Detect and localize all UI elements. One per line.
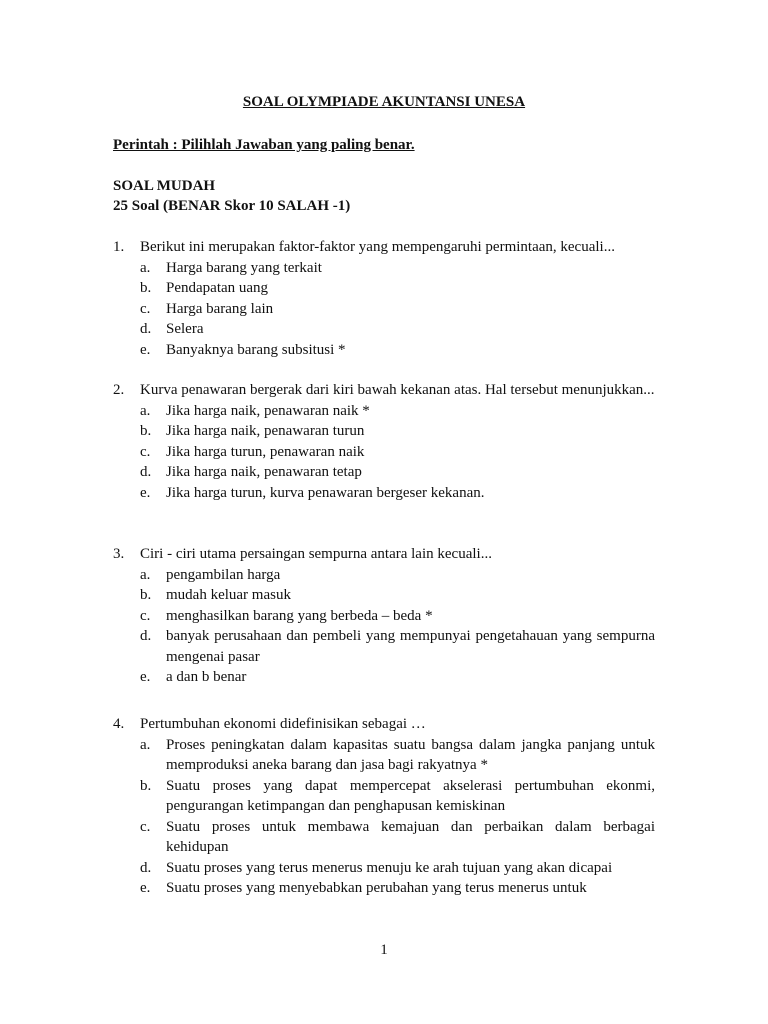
option-e: e. Suatu proses yang menyebabkan perubahan yang terus menerus untuk <box>140 880 587 896</box>
option-d: d. Suatu proses yang terus menerus menuju ke arah tujuan yang akan dicapai <box>140 859 613 876</box>
question-text: Pertumbuhan ekonomi didefinisikan sebagai … <box>140 716 426 732</box>
question-text: Berikut ini merupakan faktor-faktor yang mempengaruhi permintaan, kecuali... <box>140 239 615 255</box>
option-b: b. Jika harga naik, penawaran turun <box>140 423 365 439</box>
question-2 <box>113 380 655 503</box>
option-e: e. Banyaknya barang subsitusi * <box>140 341 346 358</box>
question-number: 3. <box>113 546 125 562</box>
instruction-text: Perintah : Pilihlah Jawaban yang paling benar. <box>113 137 415 153</box>
option-b: b. Suatu proses yang dapat mempercepat akselerasi pertumbuhan ekonmi, pengurangan ketimpangan dan penghapusan kemiskinan <box>140 777 655 814</box>
option-c: c. Suatu proses untuk membawa kemajuan dan perbaikan dalam berbagai kehidupan <box>140 818 655 855</box>
question-4 <box>113 714 655 899</box>
option-e: e. a dan b benar <box>140 669 247 685</box>
page-number: 1 <box>380 942 388 958</box>
question-text: Kurva penawaran bergerak dari kiri bawah kekanan atas. Hal tersebut menunjukkan... <box>140 382 655 398</box>
question-number: 2. <box>113 382 125 398</box>
scoring-info: 25 Soal (BENAR Skor 10 SALAH -1) <box>113 198 351 214</box>
option-d: d. Jika harga naik, penawaran tetap <box>140 464 362 480</box>
option-e: e. Jika harga turun, kurva penawaran bergeser kekanan. <box>140 484 485 501</box>
option-a: a. Harga barang yang terkait <box>140 259 322 276</box>
option-c: c. Jika harga turun, penawaran naik <box>140 443 365 460</box>
option-c: c. Harga barang lain <box>140 300 274 317</box>
question-3 <box>113 544 655 688</box>
question-number: 4. <box>113 716 125 732</box>
option-c: c. menghasilkan barang yang berbeda – beda * <box>140 607 433 624</box>
document-title: SOAL OLYMPIADE AKUNTANSI UNESA <box>242 94 526 110</box>
option-b: b. Pendapatan uang <box>140 280 269 296</box>
question-1 <box>113 237 655 360</box>
option-b: b. mudah keluar masuk <box>140 587 291 603</box>
question-number: 1. <box>113 239 125 255</box>
option-d: d. banyak perusahaan dan pembeli yang mempunyai pengetahauan yang sempurna mengenai pasar <box>140 628 655 665</box>
option-a: a. pengambilan harga <box>140 566 281 583</box>
option-d: d. Selera <box>140 321 204 337</box>
option-a: a. Jika harga naik, penawaran naik * <box>140 402 370 419</box>
section-heading: SOAL MUDAH <box>113 178 216 194</box>
option-a: a. Proses peningkatan dalam kapasitas suatu bangsa dalam jangka panjang untuk memproduksi aneka barang dan jasa bagi rakyatnya * <box>140 736 655 773</box>
question-text: Ciri - ciri utama persaingan sempurna antara lain kecuali... <box>140 546 492 562</box>
